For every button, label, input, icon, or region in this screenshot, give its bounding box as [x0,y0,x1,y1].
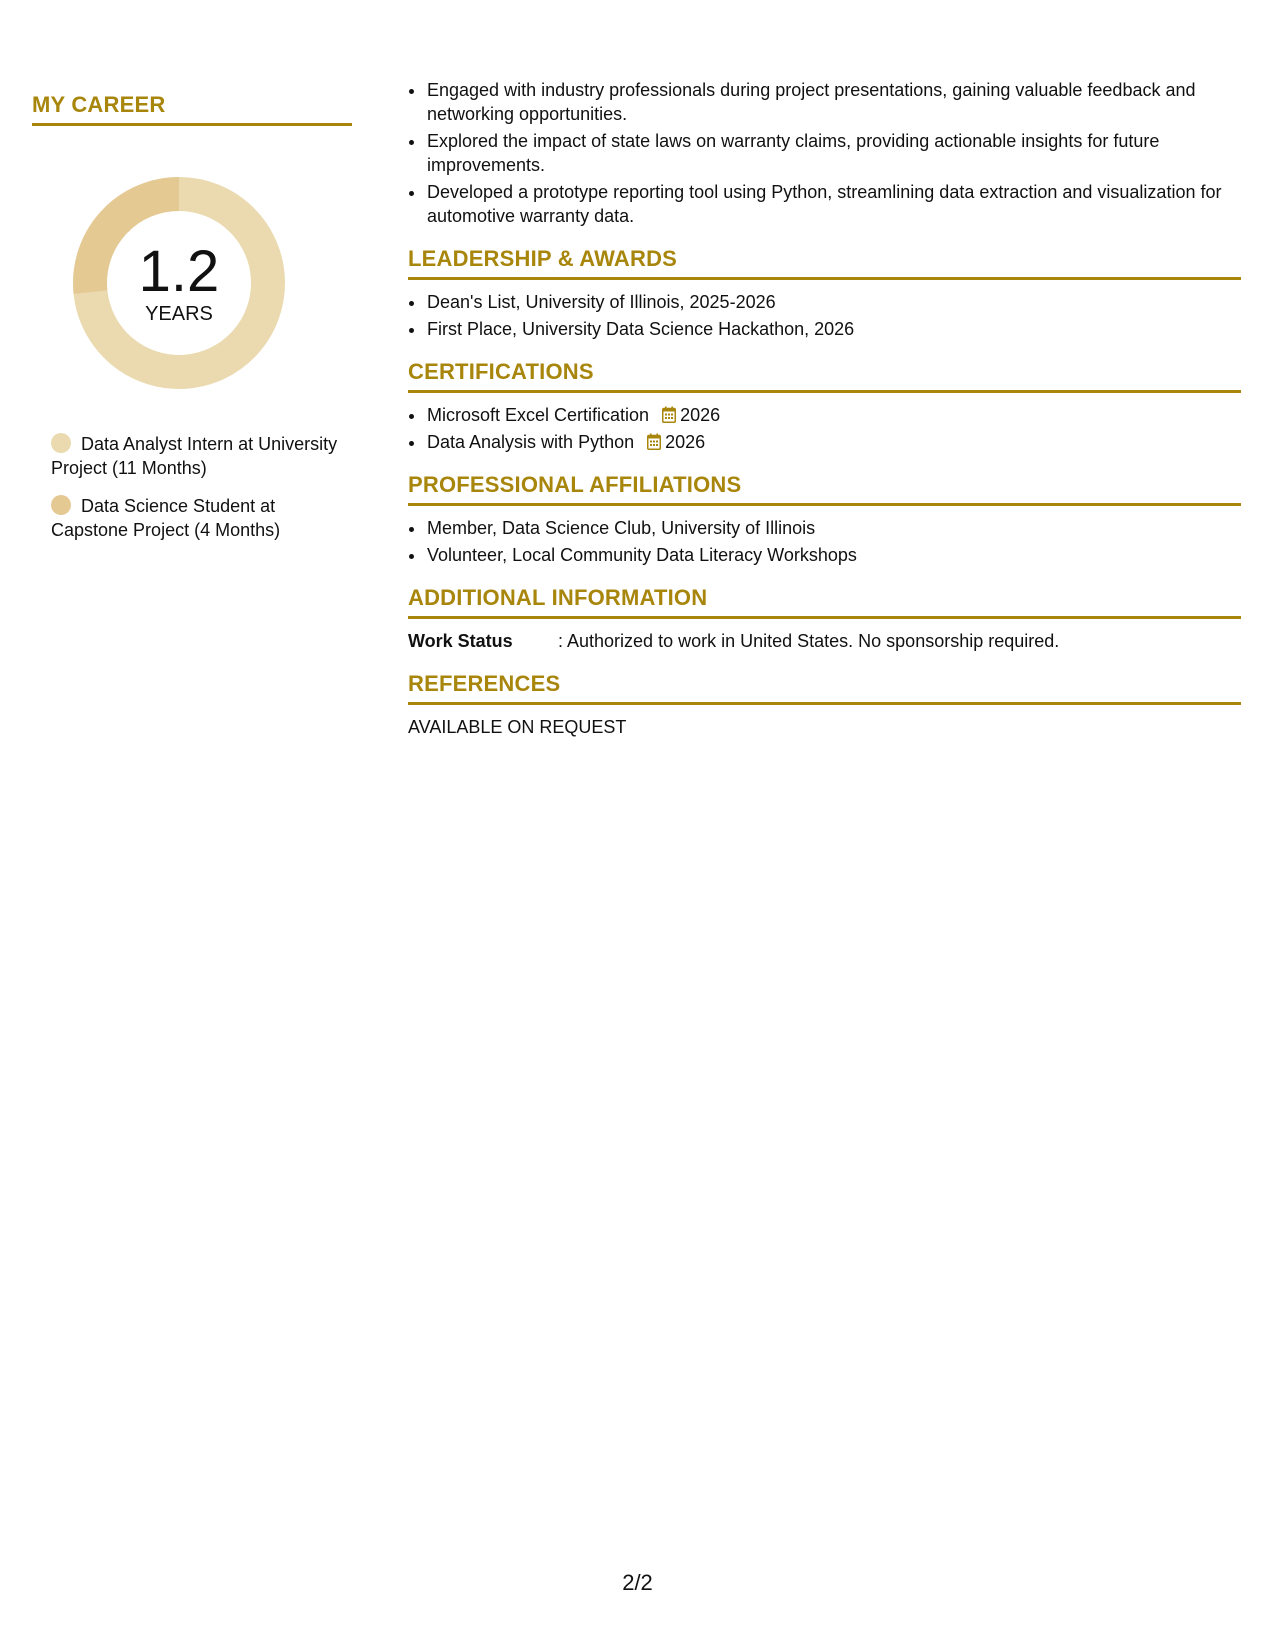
leadership-section [408,246,1241,341]
work-status-row [408,629,1241,653]
work-status-label: Work Status [408,631,513,651]
page-number: 2/2 [622,1570,653,1595]
legend-dot-icon [51,433,71,453]
legend-dot-icon [51,495,71,515]
leadership-list [408,290,1241,341]
certifications-list [408,403,1241,454]
references-title: REFERENCES [408,671,1241,705]
main-content [408,78,1241,739]
total-years-unit: YEARS [145,302,213,325]
experience-bullet: • Engaged with industry professionals during project presentations, gaining valuable feedback and networking opportunities. [426,78,1241,126]
experience-bullets [408,78,1241,228]
certification-name: Data Analysis with Python [427,432,635,452]
legend-label: Data Science Student at Capstone Project (4 Months) [51,496,281,540]
career-donut-chart [64,168,294,398]
affiliations-list [408,516,1241,567]
affiliation-item: • Volunteer, Local Community Data Literacy Workshops [426,543,1241,567]
affiliations-title: PROFESSIONAL AFFILIATIONS [408,472,1241,506]
affiliations-section [408,472,1241,567]
career-legend [51,432,352,542]
certification-item [426,403,1241,427]
certification-name: Microsoft Excel Certification [427,405,650,425]
references-section [408,671,1241,739]
certification-year: 2026 [680,405,721,425]
legend-item-role-2 [51,494,352,542]
career-title: MY CAREER [32,92,352,126]
references-text: AVAILABLE ON REQUEST [408,717,627,737]
experience-bullet: • Developed a prototype reporting tool using Python, streamlining data extraction and visualization for automotive warranty data. [426,180,1241,228]
leadership-item: • First Place, University Data Science Hackathon, 2026 [426,317,1241,341]
experience-bullet: • Explored the impact of state laws on warranty claims, providing actionable insights for future improvements. [426,129,1241,177]
certifications-section [408,359,1241,454]
leadership-item: • Dean's List, University of Illinois, 2025-2026 [426,290,1241,314]
donut-center [64,168,294,398]
legend-label: Data Analyst Intern at University Project (11 Months) [51,434,338,478]
calendar-icon [662,406,676,423]
affiliation-item: • Member, Data Science Club, University of Illinois [426,516,1241,540]
additional-info-title: ADDITIONAL INFORMATION [408,585,1241,619]
certification-item [426,430,1241,454]
additional-info-section [408,585,1241,653]
career-sidebar [32,92,352,556]
work-status-value: : Authorized to work in United States. No sponsorship required. [558,631,1060,651]
calendar-icon [647,433,661,450]
total-years-value: 1.2 [138,238,220,304]
certifications-title: CERTIFICATIONS [408,359,1241,393]
certification-year: 2026 [665,432,706,452]
leadership-title: LEADERSHIP & AWARDS [408,246,1241,280]
legend-item-role-1 [51,432,352,480]
